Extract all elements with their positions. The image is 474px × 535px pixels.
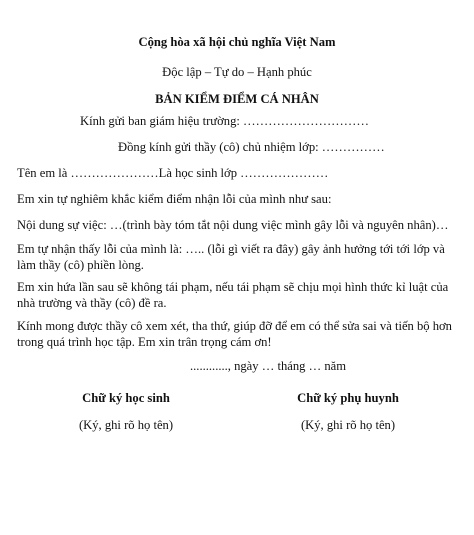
parent-signature-note: (Ký, ghi rõ họ tên) (300, 418, 396, 432)
intro-line: Em xin tự nghiêm khắc kiểm điểm nhận lỗi của mình như sau: (17, 192, 332, 206)
self-assessment-paragraph: Em tự nhận thấy lỗi của mình là: ….. (lỗi gì viết ra đây) gây ảnh hưởng tới tới lớp và làm thầy (cô) phiền lòng. (17, 242, 445, 272)
nation-heading: Cộng hòa xã hội chủ nghĩa Việt Nam (138, 35, 336, 49)
student-name-line: Tên em là …………………Là học sinh lớp ………………… (17, 166, 329, 180)
closing-paragraph: Kính mong được thầy cô xem xét, tha thứ, giúp đỡ để em có thể sửa sai và tiến bộ hơn trong quá trình học tập. Em xin trân trọng cám ơn! (17, 319, 452, 349)
incident-content: Nội dung sự việc: …(trình bày tóm tắt nội dung việc mình gây lỗi và nguyên nhân)… (17, 218, 449, 232)
document-title: BẢN KIỂM ĐIỂM CÁ NHÂN (155, 92, 319, 106)
motto: Độc lập – Tự do – Hạnh phúc (162, 65, 312, 79)
parent-signature-block (248, 390, 448, 433)
addressee-principal: Kính gửi ban giám hiệu trường: ………………………… (80, 114, 369, 128)
student-signature-block (26, 390, 226, 433)
student-signature-note: (Ký, ghi rõ họ tên) (78, 418, 174, 432)
promise-paragraph: Em xin hứa lần sau sẽ không tái phạm, nếu tái phạm sẽ chịu mọi hình thức kỉ luật của nhà trường và thầy (cô) đề ra. (17, 280, 449, 310)
parent-signature-title: Chữ ký phụ huynh (297, 391, 399, 405)
addressee-teacher: Đồng kính gửi thầy (cô) chủ nhiệm lớp: …………… (118, 140, 385, 154)
date-line: ............, ngày … tháng … năm (190, 359, 347, 373)
student-signature-title: Chữ ký học sinh (82, 391, 170, 405)
